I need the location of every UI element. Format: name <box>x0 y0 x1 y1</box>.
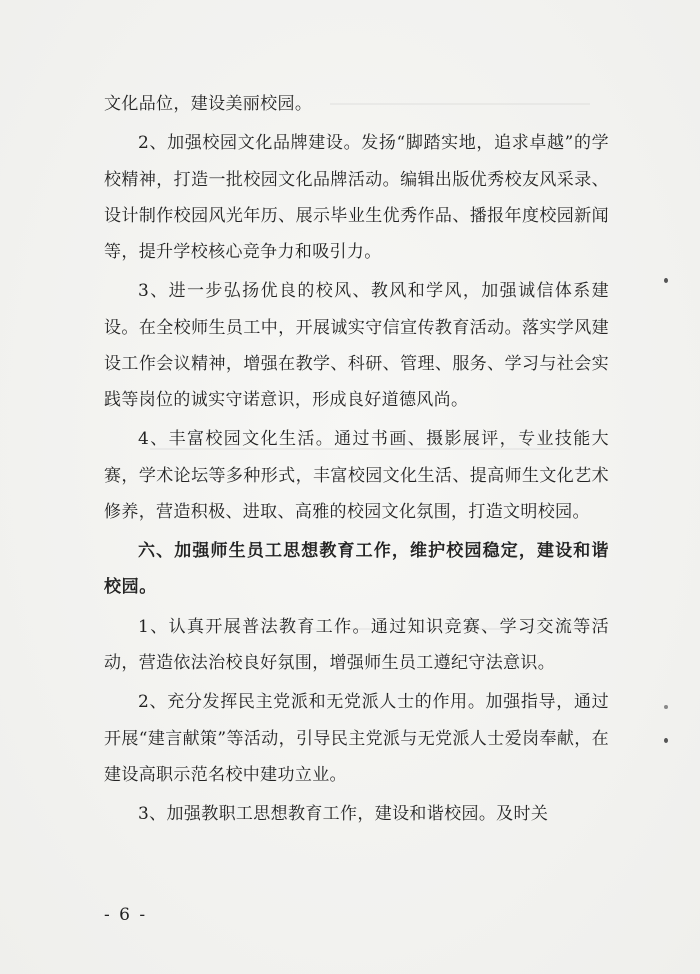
binding-hole-mark <box>664 705 668 709</box>
paragraph-section6-item-2: 2、充分发挥民主党派和无党派人士的作用。加强指导，通过开展“建言献策”等活动，引导民主党派与无党派人士爱岗奉献，在建设高职示范名校中建功立业。 <box>104 692 609 785</box>
paragraph-section6-item-3: 3、加强教职工思想教育工作，建设和谐校园。及时关 <box>138 804 549 825</box>
paragraph-item-2: 2、加强校园文化品牌建设。发扬“脚踏实地，追求卓越”的学校精神，打造一批校园文化品牌活动。编辑出版优秀校友风采录、设计制作校园风光年历、展示毕业生优秀作品、播报年度校园新闻等，提升学校核心竞争力和吸引力。 <box>104 133 609 262</box>
document-body <box>104 86 609 836</box>
binding-hole-mark <box>664 278 668 283</box>
binding-hole-mark <box>664 738 668 743</box>
paragraph-section6-item-1: 1、认真开展普法教育工作。通过知识竞赛、学习交流等活动，营造依法治校良好氛围，增强师生员工遵纪守法意识。 <box>104 616 609 673</box>
page-number: - 6 - <box>104 905 148 925</box>
paragraph-continuation: 文化品位，建设美丽校园。 <box>104 94 313 114</box>
paragraph-item-4: 4、丰富校园文化生活。通过书画、摄影展评，专业技能大赛，学术论坛等多种形式，丰富校园文化生活、提高师生文化艺术修养，营造积极、进取、高雅的校园文化氛围，打造文明校园。 <box>104 429 609 522</box>
section-heading-6: 六、加强师生员工思想教育工作，维护校园稳定，建设和谐校园。 <box>104 541 609 598</box>
paragraph-item-3: 3、进一步弘扬优良的校风、教风和学风，加强诚信体系建设。在全校师生员工中，开展诚实守信宣传教育活动。落实学风建设工作会议精神，增强在教学、科研、管理、服务、学习与社会实践等岗位的诚实守诺意识，形成良好道德风尚。 <box>104 281 609 410</box>
